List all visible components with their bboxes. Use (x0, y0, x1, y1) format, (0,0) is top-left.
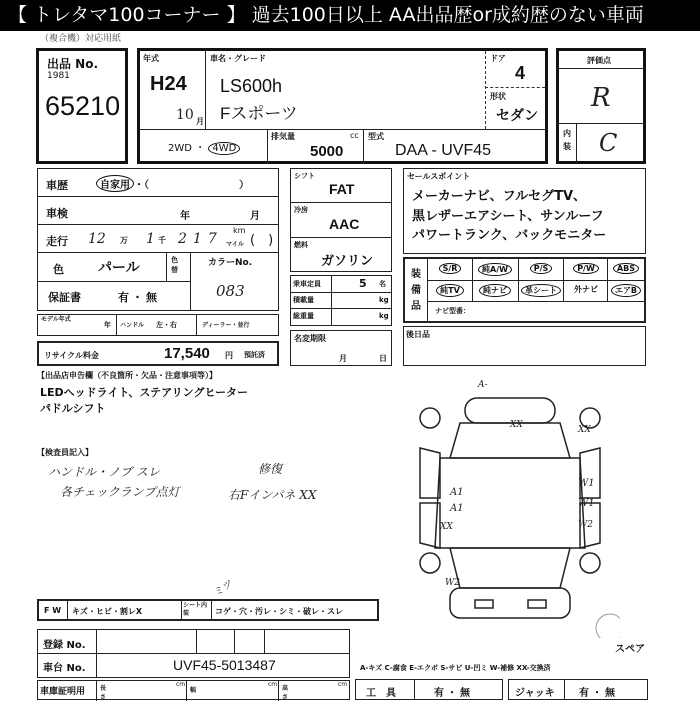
model-name: LS600h (220, 76, 283, 96)
interior-score: C (599, 129, 618, 157)
warranty-value: 有・無 (118, 291, 160, 304)
interior-label: 内装 (563, 129, 571, 151)
recycle-value: 17,540 (164, 345, 210, 362)
equip-abs: ABS (613, 263, 639, 274)
inspection-label: 車検 (46, 207, 68, 220)
damage-legend: A-キズ C-腐食 E-エクボ S-サビ U-凹ミ W-補修 XX-交換済 (360, 664, 551, 672)
year-month: 10 (176, 107, 194, 123)
ac-value: AAC (329, 216, 360, 232)
mileage-sen: 1 (146, 231, 155, 247)
inspection-month: 月 (250, 211, 260, 222)
model-code: DAA - UVF45 (395, 142, 492, 159)
score-box (556, 48, 646, 164)
mileage-label: 走行 (46, 235, 68, 248)
tools-value: 有・無 (434, 688, 473, 699)
name-label: 車名・グレード (210, 54, 266, 63)
fuel-value: ガソリン (321, 254, 374, 269)
equip-ps: P/S (530, 263, 553, 274)
doors-label: ドア (490, 54, 506, 63)
displacement-value: 5000 (310, 143, 344, 160)
displacement-label: 排気量 (271, 132, 295, 141)
spare-label: スペア (615, 644, 645, 655)
equip-leather: 革シート (521, 284, 561, 297)
later-items-box: 後日品 (403, 326, 646, 366)
declaration-label: 【出品店申告欄（不良箇所・欠品・注意事項等）】 (37, 371, 217, 380)
lot-number: 65210 (45, 91, 121, 121)
drive-2wd: 2WD (168, 143, 192, 154)
history-box: 車歴 自家用 ・（ ） 車検 年 月 走行 12 万 1 千 217 km マイル ( ) 色 パール 色替 カラーNo. 083 保証書 有・無 (37, 168, 279, 311)
color-no: 083 (216, 282, 245, 300)
model-code-label: 型式 (368, 132, 384, 141)
fw-row: F W キズ・ヒビ・割レX シート内装 コゲ・穴・汚レ・シミ・破レ・スレ (37, 599, 379, 621)
banner: 【 トレタマ100コーナー 】 過去100日以上 AA出品歴or成約歴のない車両 (0, 0, 700, 31)
year-month-unit: 月 (196, 117, 204, 126)
subtitle: （複合機）対応用紙 (40, 34, 122, 44)
recycle-row: リサイクル料金 17,540 円 預託済 (37, 341, 279, 366)
equip-tv: 純TV (436, 284, 464, 297)
body-label: 形状 (490, 92, 506, 101)
history-label: 車歴 (46, 179, 68, 192)
vehicle-box (137, 48, 548, 164)
name-change-box: 名変期限 月 日 (290, 330, 392, 366)
model-year-row: モデル年式 年 ハンドル 左・右 ディーラー・並行 (37, 314, 279, 336)
equip-pw: P/W (573, 263, 599, 274)
equipment-box: 装備品 S/R 純A/W P/S P/W ABS 純TV 純ナビ 革シート 外ナビ エアB ナビ型番： (403, 257, 646, 323)
displacement-unit: cc (350, 131, 359, 140)
history-value: 自家用 (96, 175, 134, 192)
doors-value: 4 (515, 63, 526, 83)
jack-value: 有・無 (579, 688, 618, 699)
equip-airbag: エアB (611, 284, 641, 297)
score-label: 評価点 (587, 56, 611, 65)
tools-row: 工 具 有・無 (355, 679, 503, 700)
year-era: H24 (150, 73, 187, 95)
shift-fuel-box: シフト FAT 冷房 AAC 燃料 ガソリン (290, 168, 392, 272)
year-label: 年式 (143, 54, 159, 63)
equip-ext-navi: 外ナビ (574, 285, 598, 294)
equip-navi: 純ナビ (479, 284, 511, 297)
lot-label: 出品 No. (47, 57, 99, 71)
shift-value: FAT (329, 181, 355, 197)
inspection-year: 年 (180, 211, 190, 222)
lot-code: 1981 (47, 71, 70, 81)
drive-4wd: 4WD (208, 142, 240, 155)
mileage-man: 12 (88, 231, 106, 247)
mileage-rest: 217 (178, 231, 223, 247)
warranty-label: 保証書 (48, 291, 81, 304)
body-value: セダン (496, 108, 539, 124)
jack-row: ジャッキ 有・無 (508, 679, 648, 700)
equip-sunroof: S/R (439, 263, 462, 274)
grade: Fスポーツ (220, 104, 298, 123)
color-value: パール (98, 260, 140, 276)
capacity-box: 乗車定員 5 名 積載量 kg 総重量 kg (290, 275, 392, 326)
lot-box (36, 48, 128, 164)
score-value: R (591, 83, 611, 113)
inspector-label: 【検査員記入】 (37, 448, 93, 457)
registration-box: 登録 No. 車台 No. UVF45-5013487 (37, 629, 350, 678)
garage-row: 車庫証明用 長さ cm 幅 cm 高さ cm (37, 680, 350, 700)
color-label: 色 (53, 263, 64, 276)
chassis-number: UVF45-5013487 (173, 657, 276, 673)
equip-aw: 純A/W (478, 263, 512, 276)
sales-points-box: セールスポイント メーカーナビ、フルセグTV、 黒レザーエアシート、サンルーフ パワートランク、バックモニター (403, 168, 646, 254)
color-no-label: カラーNo. (208, 258, 253, 268)
drive-type: 2WD ・ 4WD (168, 139, 240, 155)
